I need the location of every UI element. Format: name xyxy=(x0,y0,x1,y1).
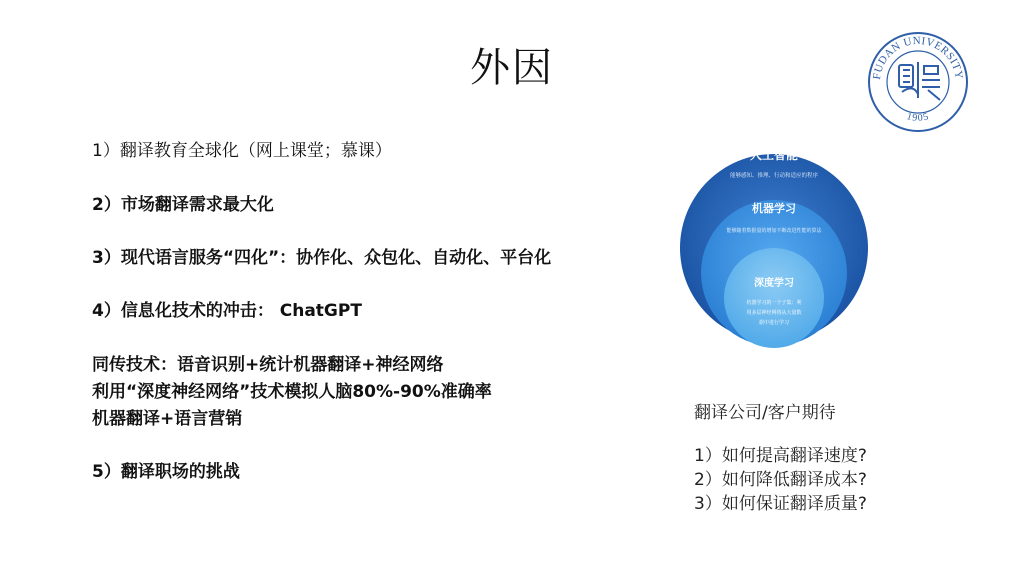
outer-title: 人工智能 xyxy=(749,148,799,162)
expectation-item-1: 1）如何提高翻译速度? xyxy=(694,446,867,466)
list-item-4: 4）信息化技术的冲击： ChatGPT xyxy=(92,301,362,321)
client-expectation-title: 翻译公司/客户期待 xyxy=(694,403,836,423)
expectation-item-2: 2）如何降低翻译成本? xyxy=(694,470,867,490)
fudan-university-logo xyxy=(866,30,970,134)
list-item-2: 2）市场翻译需求最大化 xyxy=(92,195,274,215)
seal-year-text: 1905 xyxy=(905,111,931,124)
seal-emblem-icon xyxy=(899,62,940,100)
list-item-5: 同传技术：语音识别+统计机器翻译+神经网络 xyxy=(92,355,444,375)
list-item-1: 1）翻译教育全球化（网上课堂；慕课） xyxy=(92,141,392,161)
svg-text:1905 xyxy=(905,111,930,124)
list-item-6: 利用“深度神经网络”技术模拟人脑80%-90%准确率 xyxy=(92,382,492,402)
middle-desc: 能够随着数据量的增加不断改进性能的算法 xyxy=(726,228,822,234)
slide-title: 外因 xyxy=(470,45,554,91)
inner-circle xyxy=(724,248,824,348)
outer-desc: 能够感知、推理、行动和适应的程序 xyxy=(729,173,819,179)
inner-desc-line-1: 机器学习的一个子集：利 xyxy=(746,300,802,306)
list-item-3: 3）现代语言服务“四化”：协作化、众包化、自动化、平台化 xyxy=(92,248,552,268)
seal-name-text: FUDAN UNIVERSITY xyxy=(871,34,966,81)
list-item-8: 5）翻译职场的挑战 xyxy=(92,462,240,482)
inner-desc-line-2: 用多层神经网络从大量数 xyxy=(746,310,802,316)
inner-title: 深度学习 xyxy=(754,278,794,289)
list-item-7: 机器翻译+语言营销 xyxy=(92,409,243,429)
ai-ml-dl-diagram xyxy=(676,128,872,356)
middle-title: 机器学习 xyxy=(752,203,796,215)
expectation-item-3: 3）如何保证翻译质量? xyxy=(694,494,867,514)
inner-desc-line-3: 据中进行学习 xyxy=(758,320,790,326)
